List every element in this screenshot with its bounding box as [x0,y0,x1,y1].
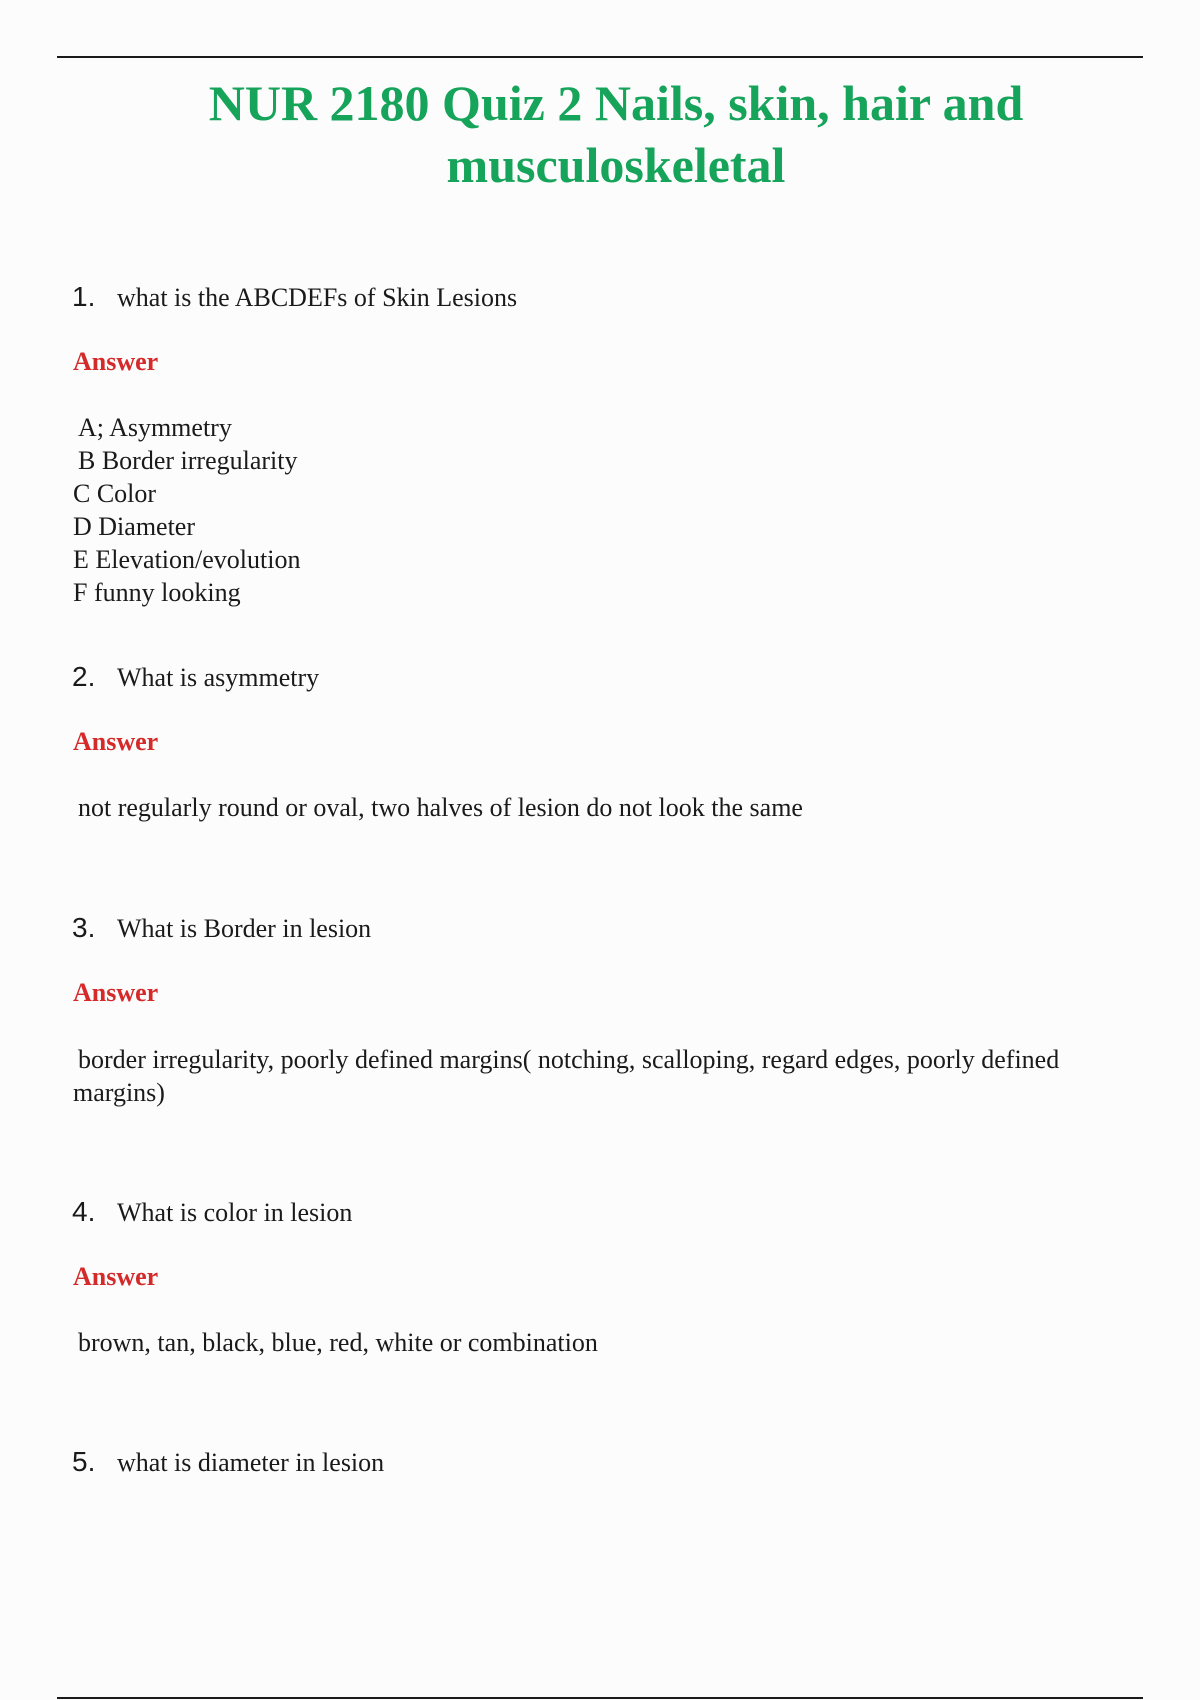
answer-line: C Color [73,479,157,508]
answer-label-2: Answer [73,727,159,756]
question-2 [72,661,319,694]
question-number: 3. [72,912,96,943]
answer-line: B Border irregularity [78,446,298,475]
question-number: 5. [72,1446,96,1477]
top-rule [57,56,1143,58]
answer-line: F funny looking [73,578,241,607]
question-number: 4. [72,1196,96,1227]
question-text: What is asymmetry [117,663,320,692]
answer-label-4: Answer [73,1262,159,1291]
question-number: 1. [72,281,96,312]
answer-line: D Diameter [73,512,196,541]
question-3 [72,912,371,945]
answer-2: not regularly round or oval, two halves of lesion do not look the same [78,793,803,822]
answer-4: brown, tan, black, blue, red, white or combination [78,1328,598,1357]
page-title: NUR 2180 Quiz 2 Nails, skin, hair and musculoskeletal [208,75,1024,193]
answer-3: border irregularity, poorly defined margins( notching, scalloping, regard edges, poorly defined margins) [73,1045,1060,1107]
answer-line: E Elevation/evolution [73,545,301,574]
question-5 [72,1446,384,1479]
question-4 [72,1196,352,1229]
question-number: 2. [72,661,96,692]
answer-1 [73,411,300,609]
question-text: what is the ABCDEFs of Skin Lesions [117,283,518,312]
question-text: what is diameter in lesion [117,1448,385,1477]
answer-label-1: Answer [73,347,159,376]
question-text: What is Border in lesion [117,914,372,943]
bottom-rule [57,1697,1143,1699]
question-text: What is color in lesion [117,1198,353,1227]
question-1 [72,281,517,314]
answer-line: A; Asymmetry [78,413,232,442]
answer-label-3: Answer [73,978,159,1007]
